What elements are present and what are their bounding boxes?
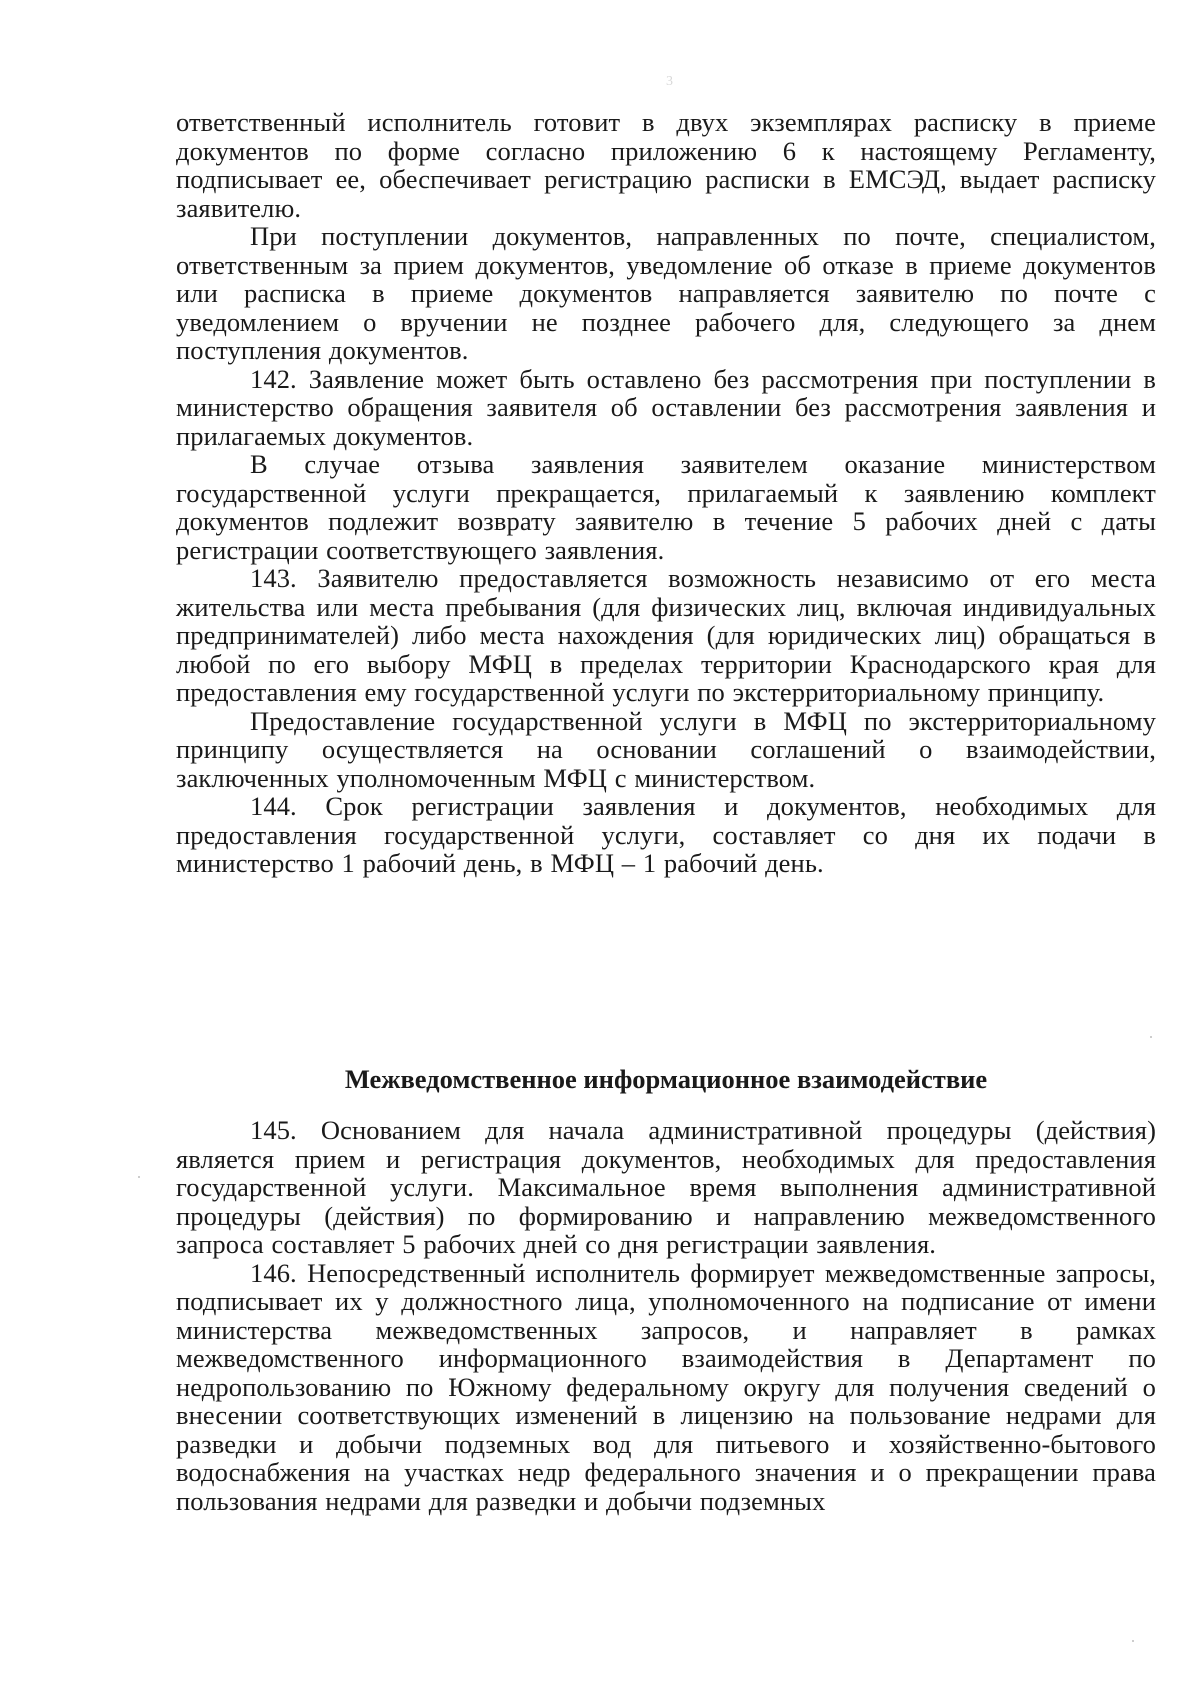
scan-speck <box>138 1176 140 1178</box>
paragraph-144: 144. Срок регистрации заявления и документов, необходимых для предоставления государственной услуги, составляет со дня их подачи в министерство 1 рабочий день, в МФЦ – 1 рабочий день. <box>176 791 1156 878</box>
page-mark: 3 <box>666 74 673 89</box>
paragraph-145: 145. Основанием для начала административной процедуры (действия) является прием и регистрация документов, необходимых для предоставления государственной услуги. Максимальное время выполнения административной процедуры (действия) по формированию и направлению межведомственного запроса составляет 5 рабочих дней со дня регистрации заявления. <box>176 1115 1156 1259</box>
scan-speck <box>1132 1640 1134 1642</box>
section-heading: Межведомственное информационное взаимодействие <box>344 1064 988 1094</box>
paragraph-143: 143. Заявителю предоставляется возможность независимо от его места жительства или места пребывания (для физических лиц, включая индивидуальных предпринимателей) либо места нахождения (для юридических лиц) обращаться в любой по его выбору МФЦ в пределах территории Краснодарского края для предоставления ему государственной услуги по экстерриториальному принципу. <box>176 563 1156 707</box>
text-block-top <box>176 108 1156 878</box>
paragraph: В случае отзыва заявления заявителем оказание министерством государственной услуги прекращается, прилагаемый к заявлению комплект документов подлежит возврату заявителю в течение 5 рабочих дней с даты регистрации соответствующего заявления. <box>176 449 1156 565</box>
paragraph: ответственный исполнитель готовит в двух экземплярах расписку в приеме документов по форме согласно приложению 6 к настоящему Регламенту, подписывает ее, обеспечивает регистрацию расписки в ЕМСЭД, выдает расписку заявителю. <box>176 107 1156 223</box>
text-block-bottom <box>176 1116 1156 1515</box>
paragraph: Предоставление государственной услуги в МФЦ по экстерриториальному принципу осуществляется на основании соглашений о взаимодействии, заключенных уполномоченным МФЦ с министерством. <box>176 705 1156 793</box>
paragraph-142: 142. Заявление может быть оставлено без рассмотрения при поступлении в министерство обращения заявителя об оставлении без рассмотрения заявления и прилагаемых документов. <box>176 363 1156 451</box>
paragraph-146: 146. Непосредственный исполнитель формирует межведомственные запросы, подписывает их у должностного лица, уполномоченного на подписание от имени министерства межведомственных запросов, и направляет в рамках межведомственного информационного взаимодействия в Департамент по недропользованию по Южному федеральному округу для получения сведений о внесении соответствующих изменений в лицензию на пользование недрами для разведки и добычи подземных вод для питьевого и хозяйственно-бытового водоснабжения на участках недр федерального значения и о прекращении права пользования недрами для разведки и добычи подземных <box>176 1257 1156 1516</box>
scan-speck <box>1150 1036 1152 1038</box>
paragraph: При поступлении документов, направленных по почте, специалистом, ответственным за прием документов, уведомление об отказе в приеме документов или расписка в приеме документов направляется заявителю по почте с уведомлением о вручении не позднее рабочего для, следующего за днем поступления документов. <box>176 221 1156 365</box>
